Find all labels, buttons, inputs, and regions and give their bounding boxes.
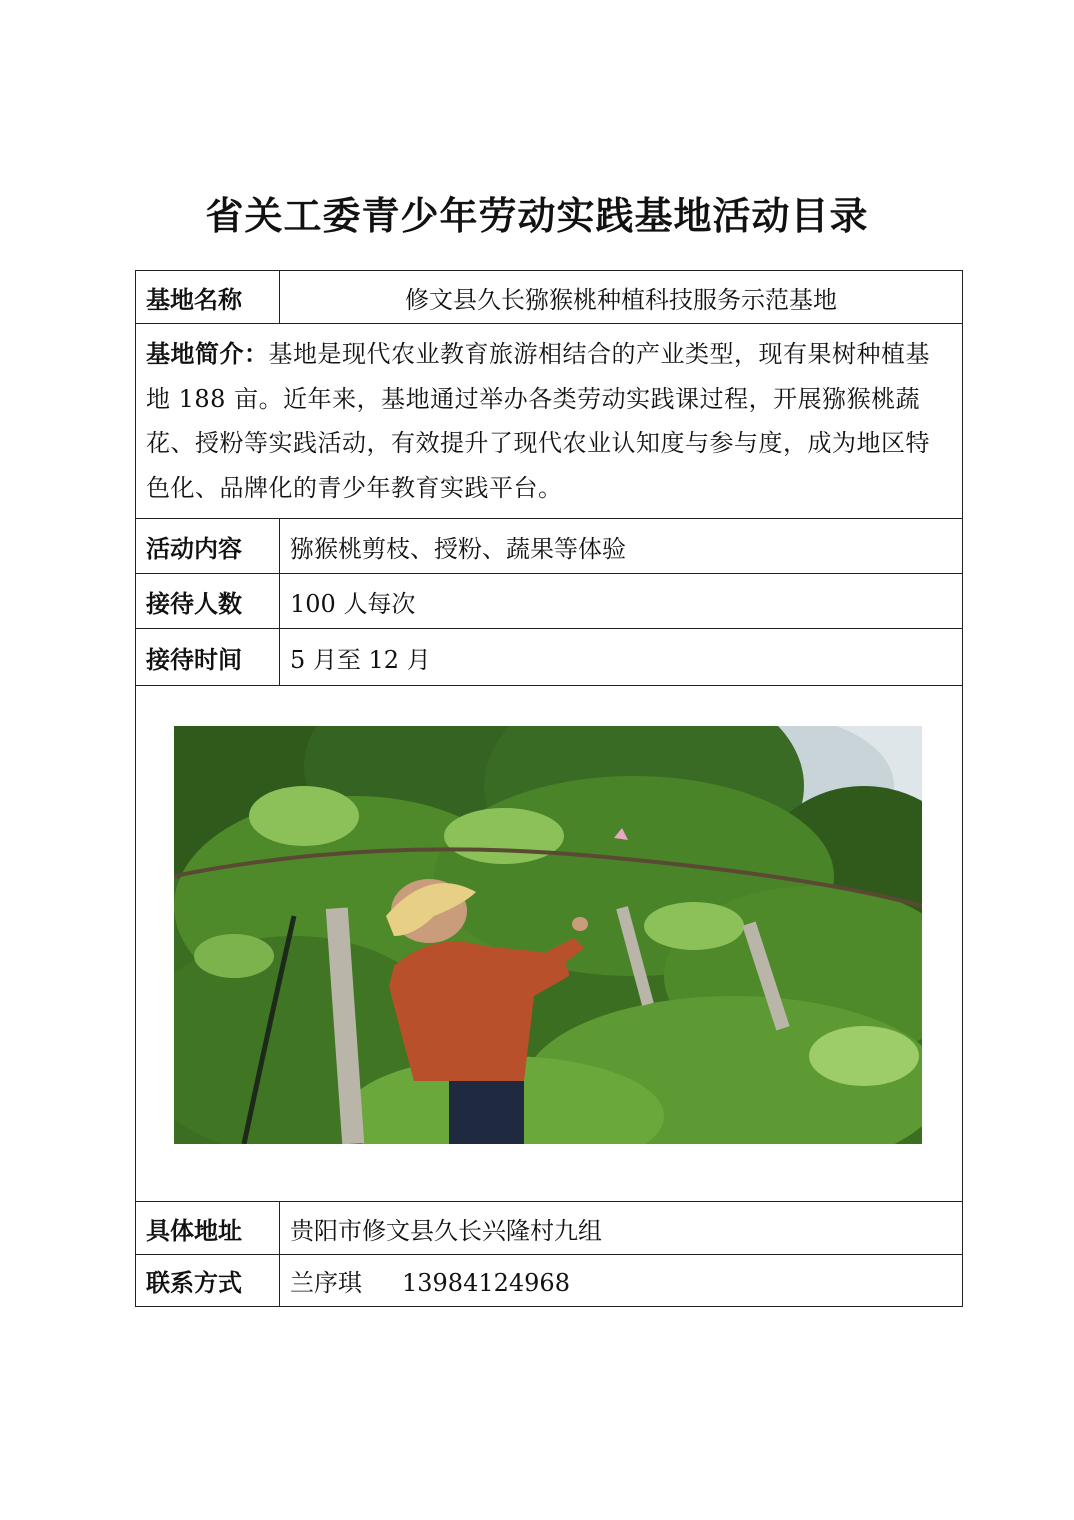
activity-value: 猕猴桃剪枝、授粉、蔬果等体验: [280, 519, 963, 574]
row-photo: [136, 686, 963, 1202]
base-name-value: 修文县久长猕猴桃种植科技服务示范基地: [280, 271, 963, 324]
address-label: 具体地址: [136, 1202, 280, 1255]
page-title: 省关工委青少年劳动实践基地活动目录: [205, 194, 869, 238]
time-value: 5 月至 12 月: [280, 629, 963, 686]
activity-label: 活动内容: [136, 519, 280, 574]
row-base-intro: [136, 324, 963, 519]
row-capacity: [136, 574, 963, 629]
capacity-value: 100 人每次: [280, 574, 963, 629]
row-contact: [136, 1255, 963, 1307]
time-label: 接待时间: [136, 629, 280, 686]
row-time: [136, 629, 963, 686]
contact-label: 联系方式: [136, 1255, 280, 1307]
contact-value: [280, 1255, 963, 1307]
photo-cell: [136, 686, 963, 1202]
capacity-label: 接待人数: [136, 574, 280, 629]
address-value: 贵阳市修文县久长兴隆村九组: [280, 1202, 963, 1255]
contact-phone: 13984124968: [402, 1269, 570, 1297]
row-activity: [136, 519, 963, 574]
base-intro-text: 基地是现代农业教育旅游相结合的产业类型，现有果树种植基地 188 亩。近年来，基地通过举办各类劳动实践课过程，开展猕猴桃蔬花、授粉等实践活动，有效提升了现代农业认知度与参与度，成为地区特色化、品牌化的青少年教育实践平台。: [146, 340, 930, 502]
base-intro-label: 基地简介：: [146, 340, 269, 368]
row-address: [136, 1202, 963, 1255]
row-base-name: [136, 271, 963, 324]
contact-name: 兰序琪: [290, 1269, 362, 1297]
base-intro-cell: [136, 324, 963, 519]
base-name-label: 基地名称: [136, 271, 280, 324]
kiwi-orchard-photo: [174, 726, 922, 1144]
activity-form-table: [135, 270, 963, 1307]
